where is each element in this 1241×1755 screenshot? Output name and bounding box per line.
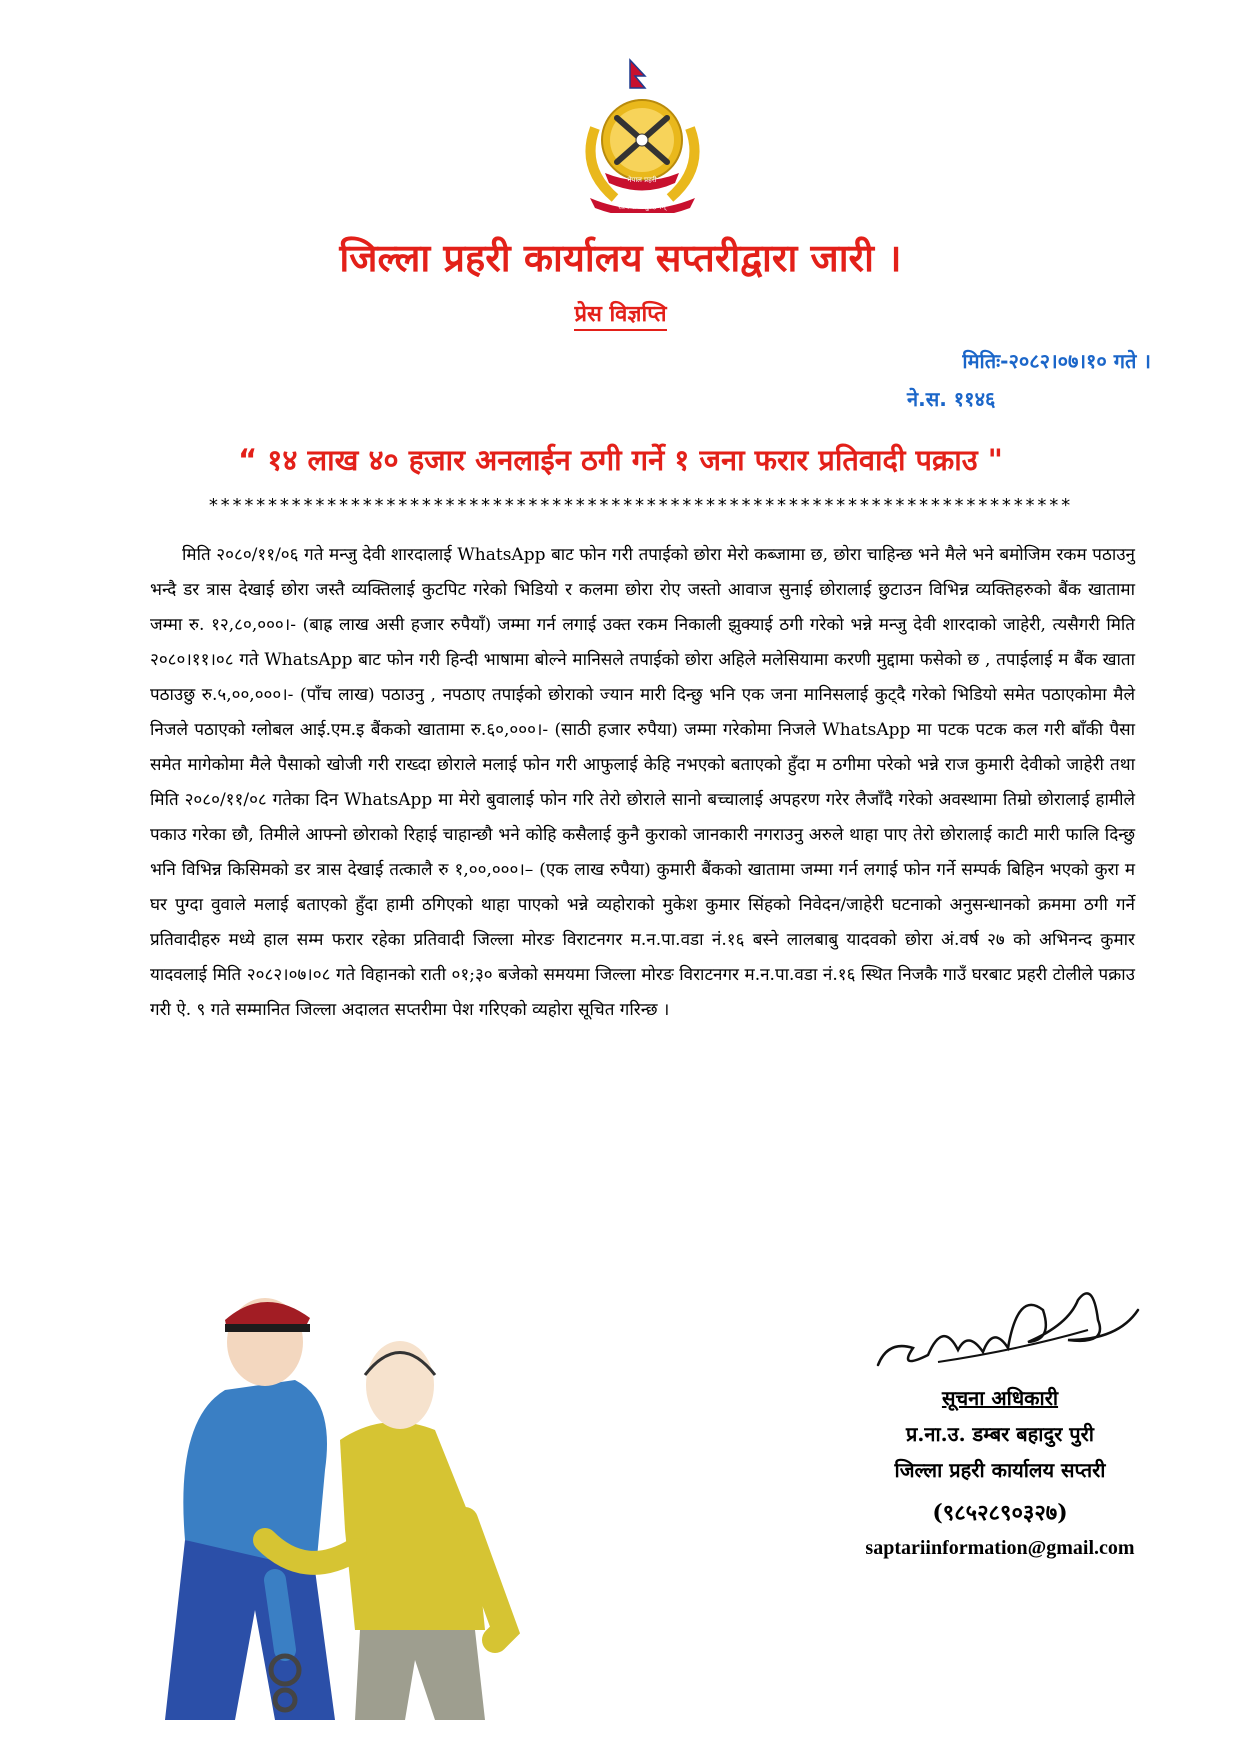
signatory-phone: (९८५२८९०३२७) bbox=[932, 1500, 1068, 1526]
date-line: मितिः-२०८२।०७।१० गते । bbox=[962, 349, 1151, 373]
svg-text:नेपाल प्रहरी: नेपाल प्रहरी bbox=[627, 176, 657, 184]
signatory-name: प्र.ना.उ. डम्बर बहादुर पुरी bbox=[906, 1422, 1094, 1446]
signatory-role: सूचना अधिकारी bbox=[941, 1386, 1059, 1410]
headline: “ १४ लाख ४० हजार अनलाईन ठगी गर्ने १ जना फरार प्रतिवादी पक्राउ " bbox=[238, 443, 1003, 477]
arrest-illustration bbox=[145, 1280, 565, 1720]
nepal-police-emblem bbox=[575, 58, 710, 213]
contact-email: saptariinformation@gmail.com bbox=[865, 1537, 1135, 1559]
svg-text:सत्य सेवा सुरक्षणम्: सत्य सेवा सुरक्षणम् bbox=[618, 203, 666, 211]
star-divider: ************************************************************************* bbox=[207, 495, 1073, 516]
office-title: जिल्ला प्रहरी कार्यालय सप्तरीद्वारा जारी । bbox=[339, 236, 902, 280]
signature-block bbox=[830, 1380, 1170, 1538]
handwritten-signature bbox=[868, 1270, 1148, 1380]
body-paragraph: मिति २०८०/११/०६ गते मन्जु देवी शारदालाई WhatsApp बाट फोन गरी तपाईको छोरा मेरो कब्जामा छ, छोरा चाहिन्छ भने मैले भने बमोजिम रकम पठाउनु भन्दै डर त्रास देखाई छोरा जस्तै व्यक्तिलाई कुटपिट गरेको भिडियो र कलमा छोरा रोए जस्तो आवाज सुनाई छोरालाई छुटाउन विभिन्न व्यक्तिहरुको बैंक खातामा जम्मा रु. १२,८०,०००।- (बाह्र लाख असी हजार रुपैयाँ) जम्मा गर्न लगाई उक्त रकम निकाली झुक्याई ठगी गरेको भन्ने मन्जु देवी शारदाको जाहेरी, त्यसैगरी मिति २०८०।११।०८ गते WhatsApp बाट फोन गरी हिन्दी भाषामा बोल्ने मानिसले तपाईको छोरा अहिले मलेसियामा करणी मुद्दामा फसेको छ , तपाईलाई म बैंक खाता पठाउछु रु.५,००,०००।- (पाँच लाख) पठाउनु , नपठाए तपाईको छोराको ज्यान मारी दिन्छु भनि एक जना मानिसलाई कुट्दै गरेको भिडियो समेत पठाएकोमा मैले निजले पठाएको ग्लोबल आई.एम.इ बैंकको खातामा रु.६०,०००।- (साठी हजार रुपैया) जम्मा गरेकोमा निजले WhatsApp मा पटक पटक कल गरी बाँकी पैसा समेत मागेकोमा मैले पैसाको खोजी गरी राख्दा छोराले मलाई फोन गरी आफुलाई केहि नभएको बताएको हुँदा म ठगीमा परेको भन्ने राज कुमारी देवीको जाहेरी तथा मिति २०८०/११/०८ गतेका दिन WhatsApp मा मेरो बुवालाई फोन गरि तेरो छोराले सानो बच्चालाई अपहरण गरेर लैजाँदै गरेको अवस्थामा तिम्रो छोरालाई हामीले पकाउ गरेका छौ, तिमीले आफ्नो छोराको रिहाई चाहान्छौ भने कोहि कसैलाई कुनै कुराको जानकारी नगराउनु अरुले थाहा पाए तेरो छोरालाई काटी मारी फालि दिन्छु भनि विभिन्न किसिमको डर त्रास देखाई तत्कालै रु १,००,०००।– (एक लाख रुपैया) कुमारी बैंकको खातामा जम्मा गर्न लगाई फोन गर्ने सम्पर्क बिहिन भएको कुरा म घर पुग्दा वुवाले मलाई बताएको हुँदा हामी ठगिएको थाहा पाएको भन्ने व्यहोराको मुकेश कुमार सिंहको निवेदन/जाहेरी घटनाको अनुसन्धानको क्रममा ठगी गर्ने प्रतिवादीहरु मध्ये हाल सम्म फरार रहेका प्रतिवादी जिल्ला मोरङ विराटनगर म.न.पा.वडा नं.१६ बस्ने लालबाबु यादवको छोरा अं.वर्ष २७ को अभिनन्द कुमार यादवलाई मिति २०८२।०७।०८ गते विहानको राती ०१;३० बजेको समयमा जिल्ला मोरङ विराटनगर म.न.पा.वडा नं.१६ स्थित निजकै गाउँ घरबाट प्रहरी टोलीले पक्राउ गरी ऐ. ९ गते सम्मानित जिल्ला अदालत सप्तरीमा पेश गरिएको व्यहोरा सूचित गरिन्छ । bbox=[150, 545, 1135, 1020]
press-release-title: प्रेस विज्ञप्ति bbox=[0, 298, 1241, 328]
nepal-sambat-line: ने.स. ११४६ bbox=[907, 387, 996, 411]
signatory-office: जिल्ला प्रहरी कार्यालय सप्तरी bbox=[894, 1458, 1106, 1482]
